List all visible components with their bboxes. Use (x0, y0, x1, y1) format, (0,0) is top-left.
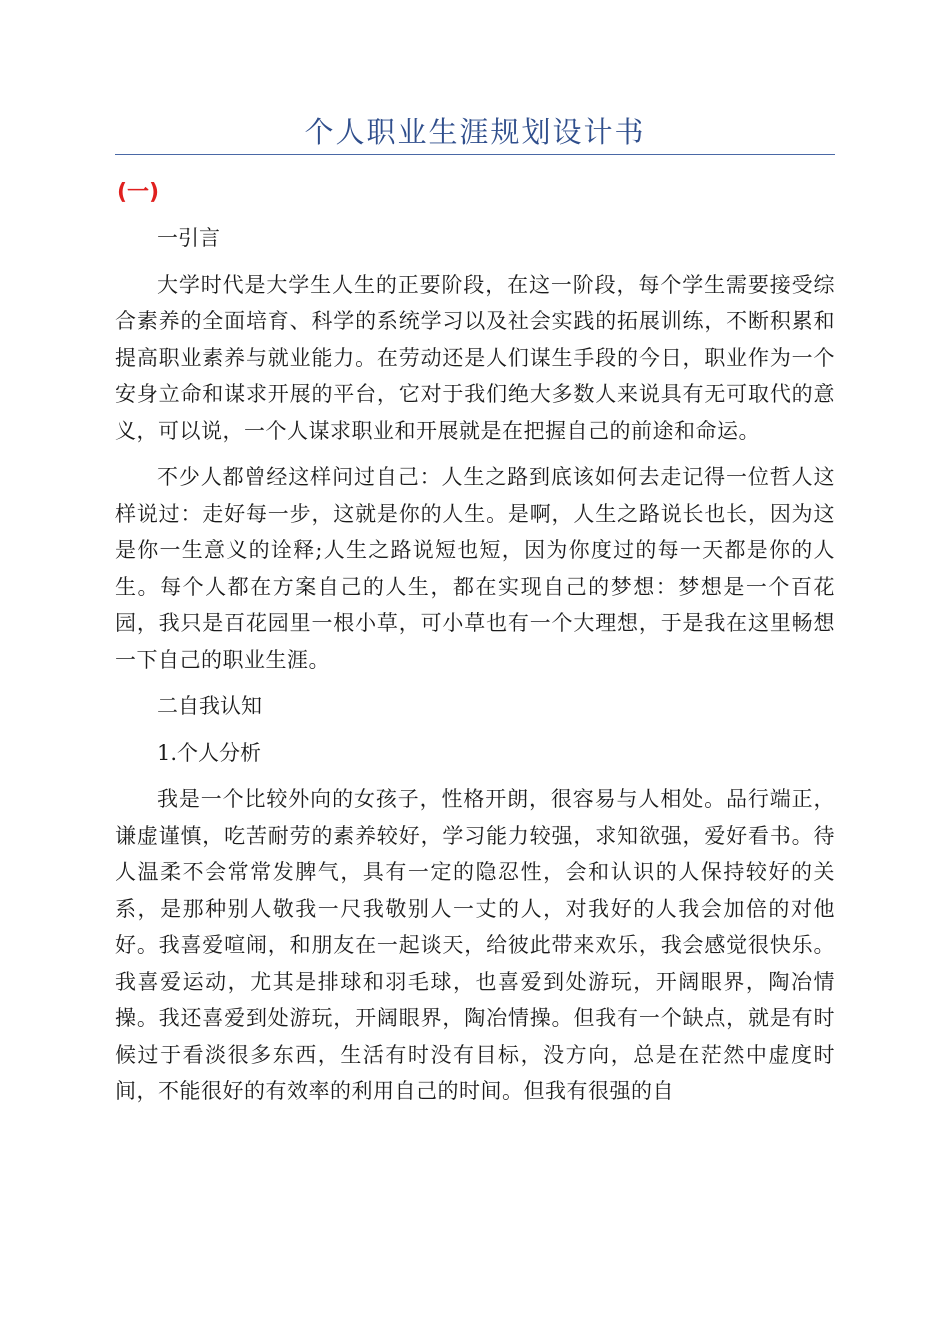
section-heading-self-awareness: 二自我认知 (157, 694, 262, 718)
document-body (115, 220, 835, 1110)
paragraph: 我是一个比较外向的女孩子，性格开朗，很容易与人相处。品行端正，谦虚谨慎，吃苦耐劳的素养较好，学习能力较强，求知欲强，爱好看书。待人温柔不会常常发脾气，具有一定的隐忍性，会和认识的人保持较好的关系，是那种别人敬我一尺我敬别人一丈的人，对我好的人我会加倍的对他好。我喜爱喧闹，和朋友在一起谈天，给彼此带来欢乐，我会感觉很快乐。我喜爱运动，尤其是排球和羽毛球，也喜爱到处游玩，开阔眼界，陶冶情操。我还喜爱到处游玩，开阔眼界，陶冶情操。但我有一个缺点，就是有时候过于看淡很多东西，生活有时没有目标，没方向，总是在茫然中虚度时间，不能很好的有效率的利用自己的时间。但我有很强的自 (115, 787, 835, 1103)
paragraph: 不少人都曾经这样问过自己：人生之路到底该如何去走记得一位哲人这样说过：走好每一步，这就是你的人生。是啊，人生之路说长也长，因为这是你一生意义的诠释;人生之路说短也短，因为你度过的每一天都是你的人生。每个人都在方案自己的人生，都在实现自己的梦想：梦想是一个百花园，我只是百花园里一根小草，可小草也有一个大理想，于是我在这里畅想一下自己的职业生涯。 (115, 465, 835, 672)
document-title: 个人职业生涯规划设计书 (304, 115, 646, 149)
section-heading-intro: 一引言 (157, 226, 220, 250)
section-marker: (一) (117, 180, 160, 205)
paragraph: 大学时代是大学生人生的正要阶段，在这一阶段，每个学生需要接受综合素养的全面培育、科学的系统学习以及社会实践的拓展训练，不断积累和提高职业素养与就业能力。在劳动还是人们谋生手段的今日，职业作为一个安身立命和谋求开展的平台，它对于我们绝大多数人来说具有无可取代的意义，可以说，一个人谋求职业和开展就是在把握自己的前途和命运。 (115, 272, 835, 443)
subsection-heading-personal-analysis: 1.个人分析 (157, 740, 262, 765)
title-underline (115, 154, 835, 155)
